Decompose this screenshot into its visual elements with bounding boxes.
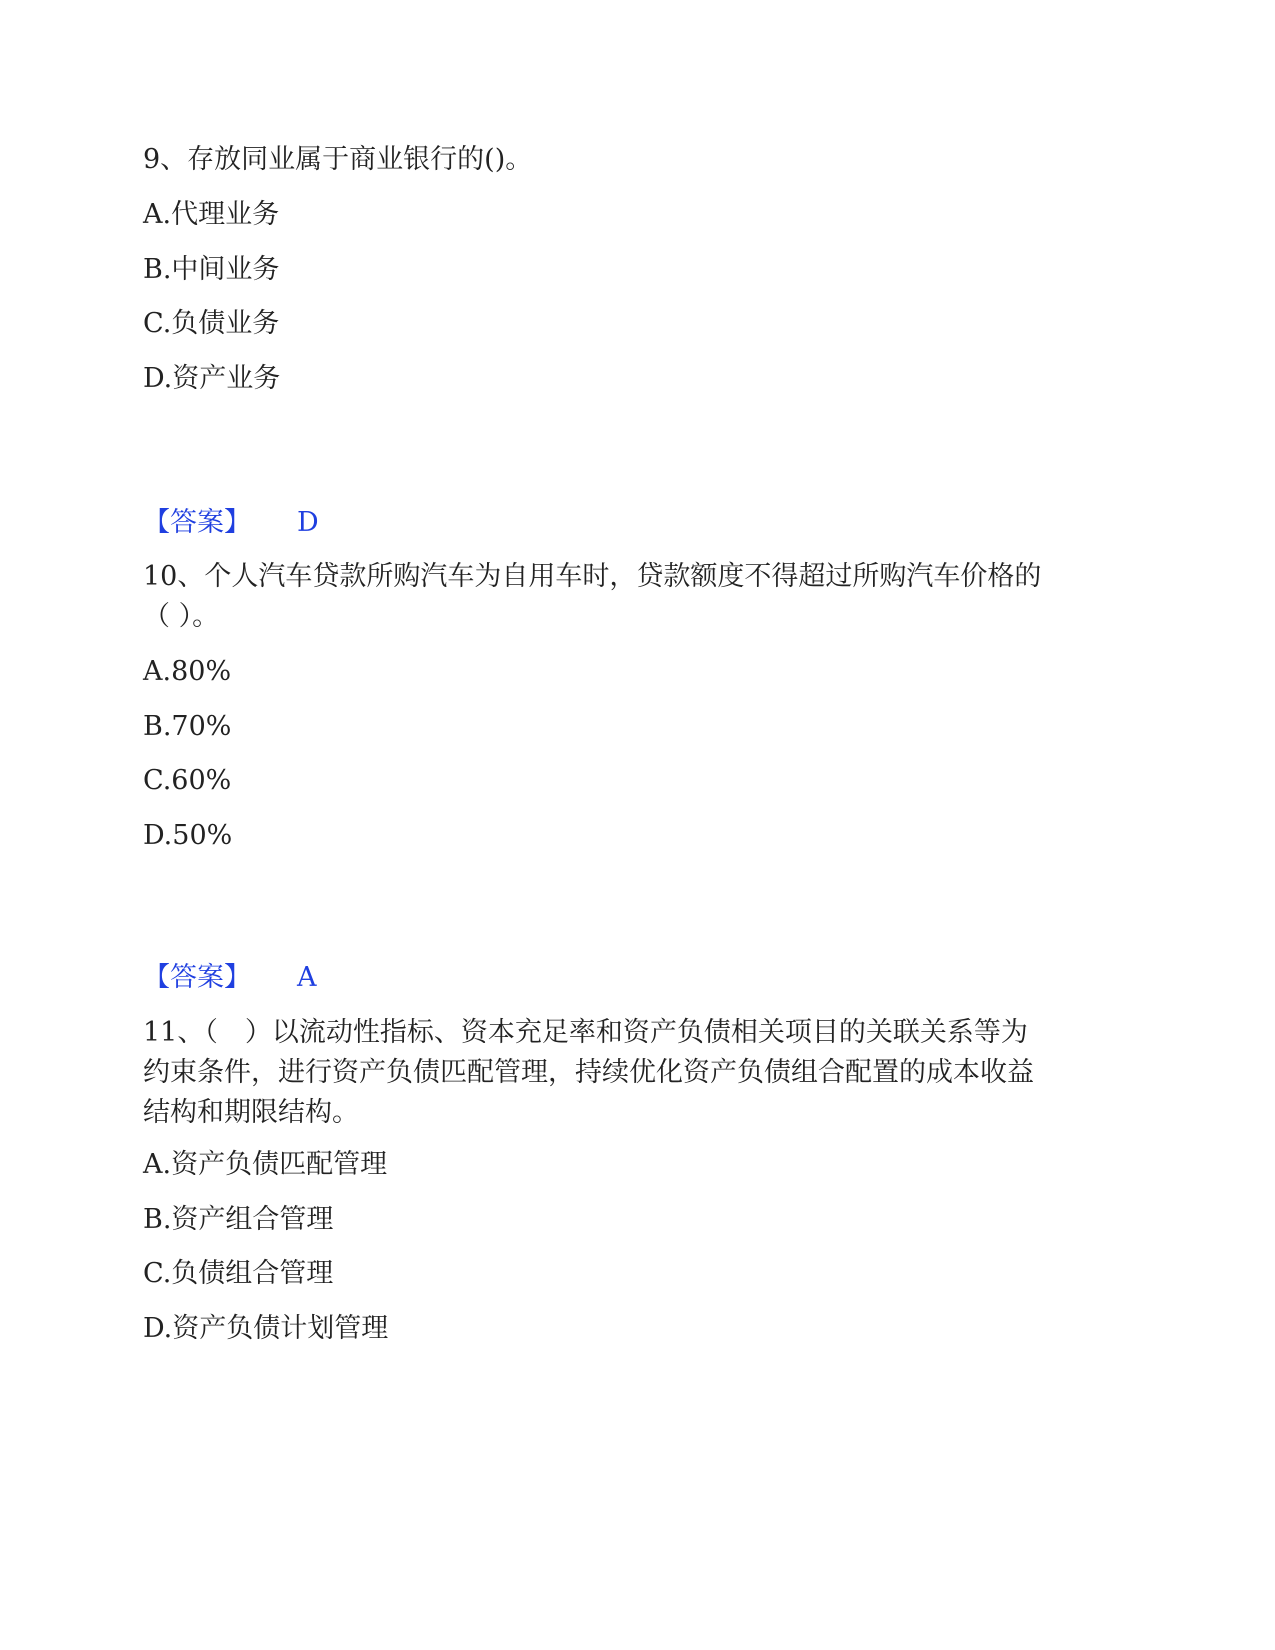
question-11-option-a: A.资产负债匹配管理 (143, 1149, 388, 1180)
question-9-option-a: A.代理业务 (143, 199, 280, 230)
question-10-stem-line-1: 10、个人汽车贷款所购汽车为自用车时，贷款额度不得超过所购汽车价格的 (143, 561, 1042, 592)
answer-label: 【答案】 (143, 962, 251, 993)
answer-value: A (297, 962, 317, 993)
question-11-stem-line-3: 结构和期限结构。 (143, 1097, 359, 1128)
question-10-option-d: D.50% (143, 820, 233, 851)
question-11-option-d: D.资产负债计划管理 (143, 1313, 389, 1344)
question-11-stem-line-2: 约束条件，进行资产负债匹配管理，持续优化资产负债组合配置的成本收益 (143, 1057, 1034, 1088)
answer-label: 【答案】 (143, 507, 251, 538)
question-9-option-d: D.资产业务 (143, 363, 281, 394)
question-11-option-c: C.负债组合管理 (143, 1258, 334, 1289)
question-9-option-b: B.中间业务 (143, 254, 280, 285)
question-10-option-c: C.60% (143, 765, 232, 796)
answer-9 (143, 503, 319, 543)
question-11-option-b: B.资产组合管理 (143, 1204, 334, 1235)
question-11-stem-line-1: 11、（ ）以流动性指标、资本充足率和资产负债相关项目的关联关系等为 (143, 1017, 1028, 1048)
question-10-option-b: B.70% (143, 711, 232, 742)
answer-10 (143, 958, 317, 998)
answer-value: D (297, 507, 319, 538)
question-9-stem: 9、存放同业属于商业银行的()。 (143, 144, 533, 175)
question-9-option-c: C.负债业务 (143, 308, 280, 339)
question-10-option-a: A.80% (143, 656, 232, 687)
question-10-stem-line-2: （ ）。 (143, 601, 220, 632)
